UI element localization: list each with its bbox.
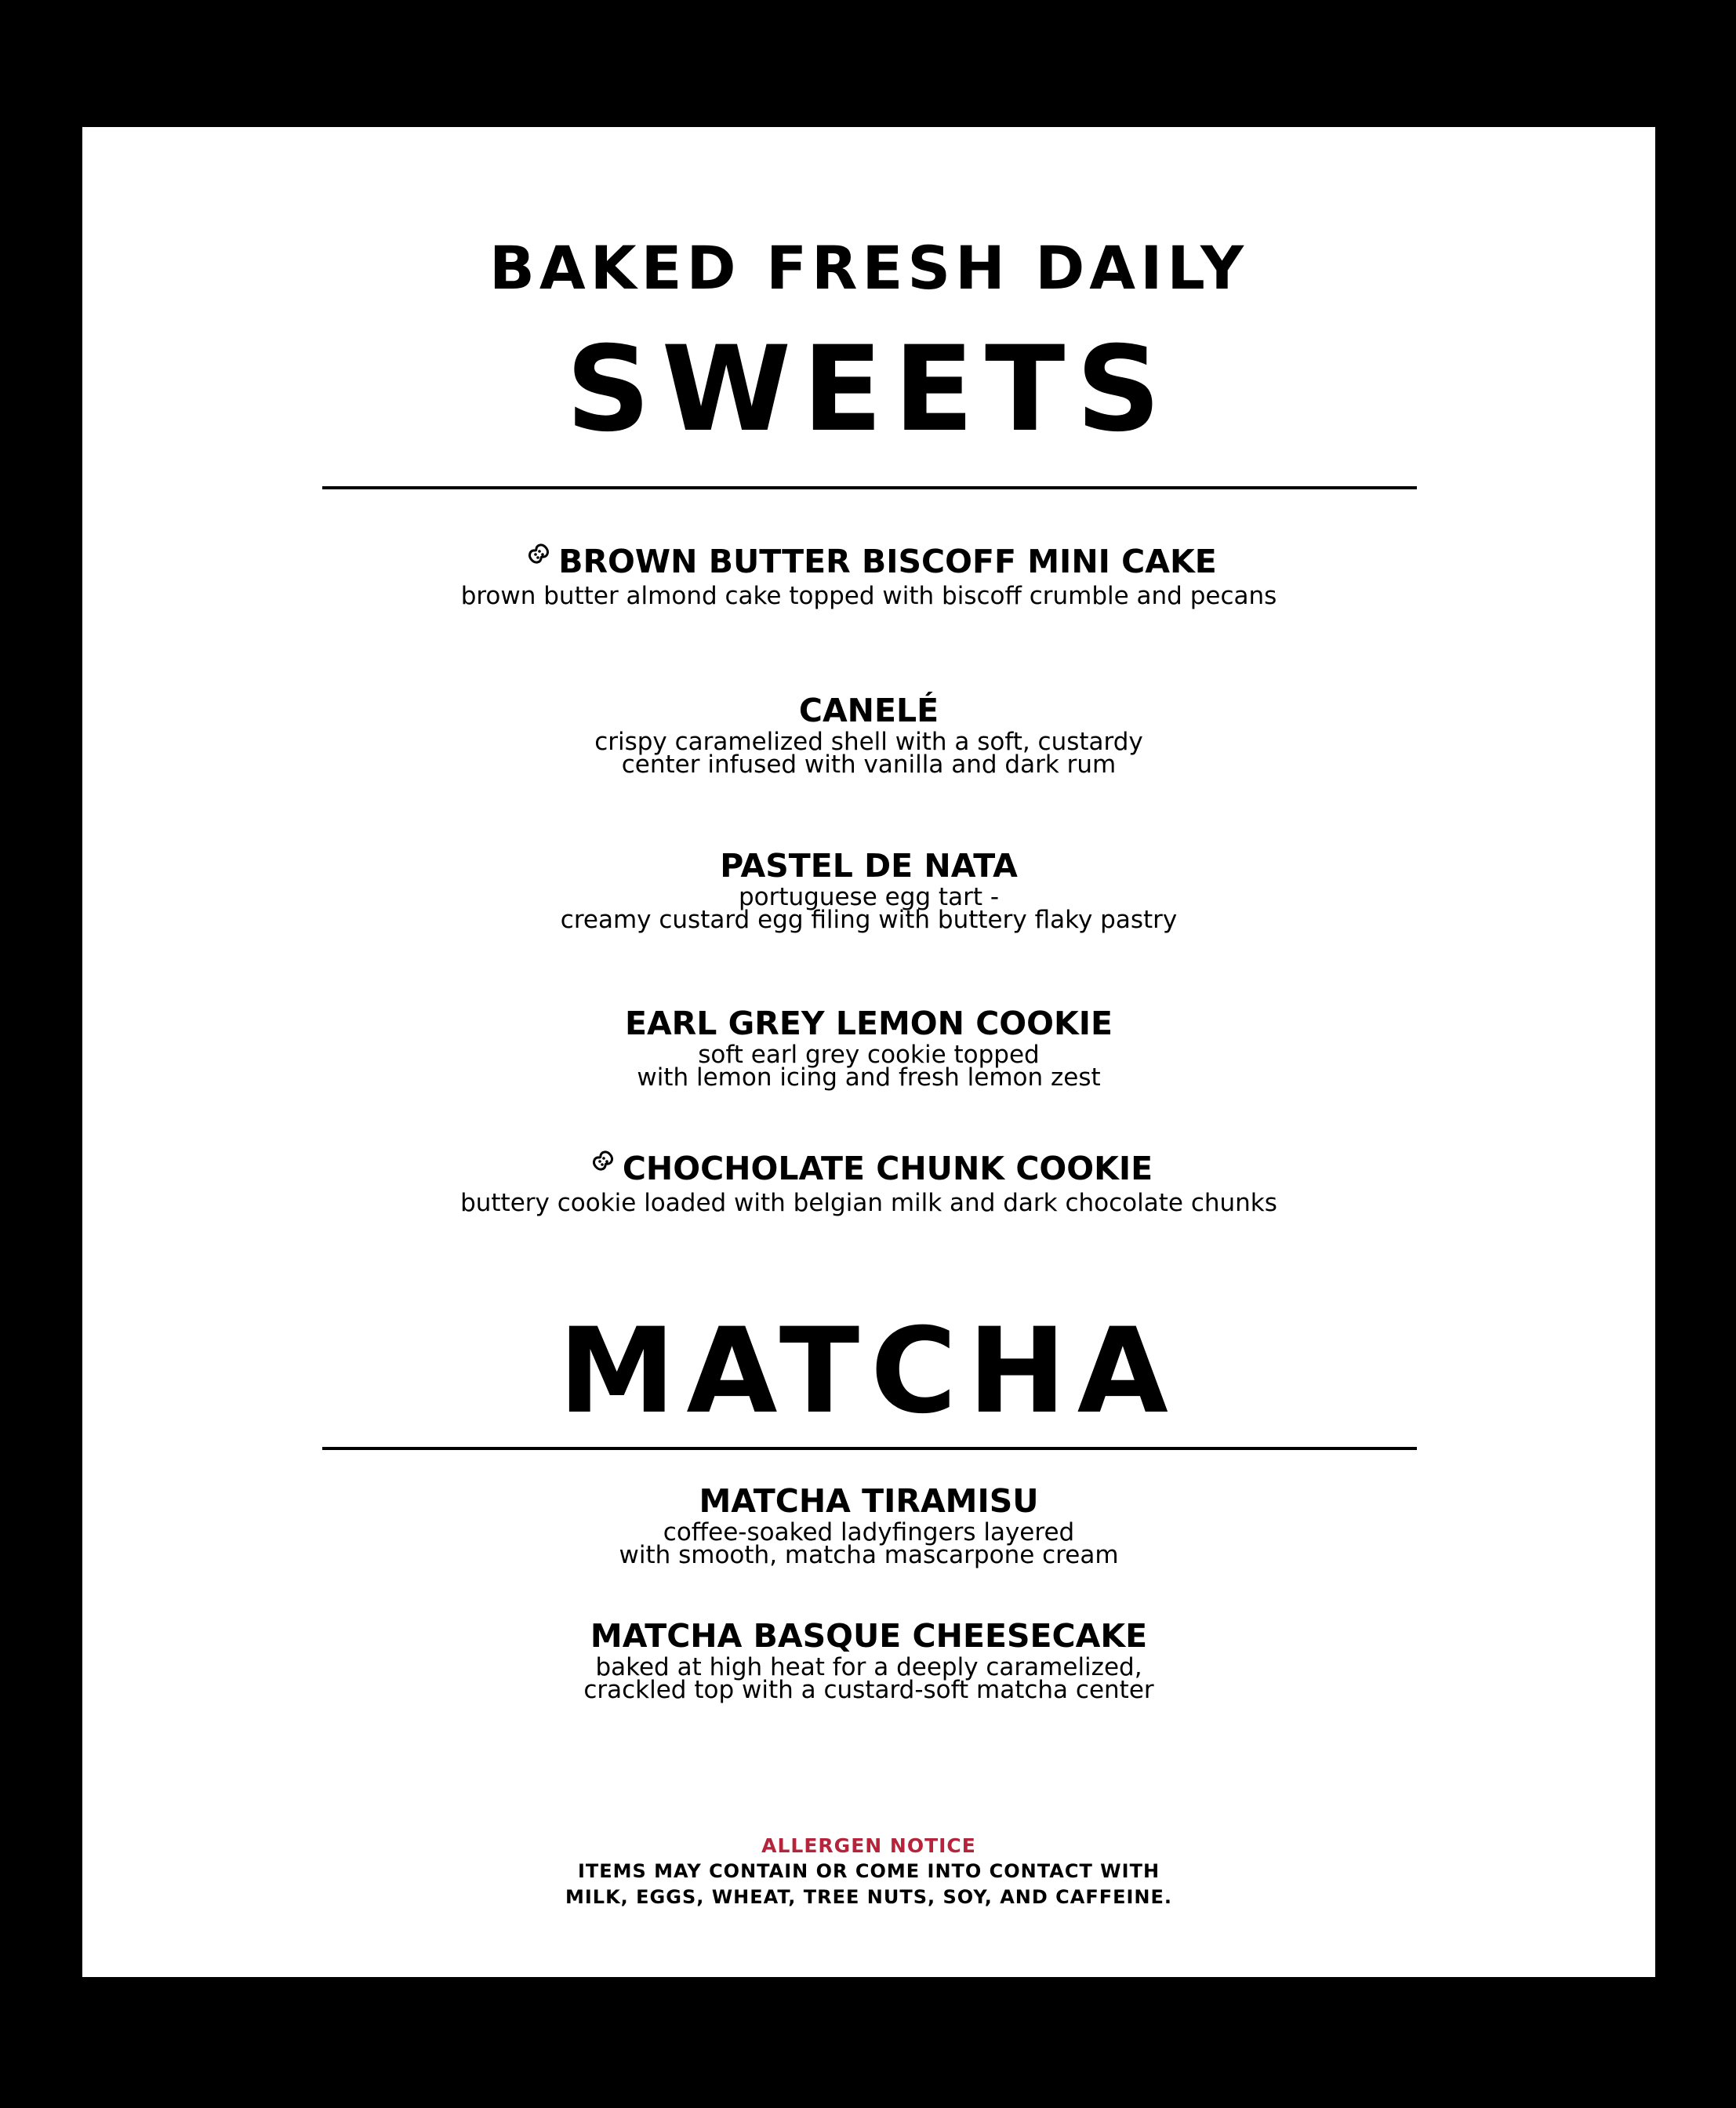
allergen-title: ALLERGEN NOTICE [761,1834,976,1857]
menu-item [82,543,1655,608]
menu-item [82,1617,1655,1702]
item-name: CANELÉ [798,692,939,729]
sweets-divider [322,486,1417,489]
peanut-icon [585,1143,621,1179]
matcha-divider [322,1447,1417,1450]
item-description: coffee-soaked ladyfingers layered with smooth, matcha mascarpone cream [619,1518,1119,1569]
peanut-icon [521,536,557,572]
menu-item [82,1482,1655,1567]
item-description: soft earl grey cookie topped with lemon icing and fresh lemon zest [637,1041,1101,1092]
menu-item [82,1150,1655,1215]
item-name: MATCHA BASQUE CHEESECAKE [590,1617,1148,1655]
item-description: brown butter almond cake topped with biscoff crumble and pecans [460,582,1277,610]
menu-item [82,692,1655,779]
menu-page [82,127,1655,1977]
menu-item [82,847,1655,932]
item-description: portuguese egg tart - creamy custard egg filing with buttery flaky pastry [560,883,1178,934]
tagline: BAKED FRESH DAILY [488,233,1249,303]
item-description: baked at high heat for a deeply caramelized, crackled top with a custard-soft matcha center [583,1653,1154,1704]
item-name: PASTEL DE NATA [720,847,1018,885]
item-name: MATCHA TIRAMISU [699,1482,1039,1520]
allergen-body: ITEMS MAY CONTAIN OR COME INTO CONTACT WITH MILK, EGGS, WHEAT, TREE NUTS, SOY, AND CAFFEINE. [565,1860,1173,1908]
matcha-title: MATCHA [558,1303,1179,1440]
item-description: crispy caramelized shell with a soft, custardy center infused with vanilla and dark rum [594,728,1143,779]
item-name: EARL GREY LEMON COOKIE [624,1005,1113,1042]
sweets-title: SWEETS [565,322,1172,458]
item-name: CHOCHOLATE CHUNK COOKIE [622,1150,1153,1187]
allergen-notice [82,1834,1655,1910]
item-name: BROWN BUTTER BISCOFF MINI CAKE [558,543,1217,580]
item-description: buttery cookie loaded with belgian milk and dark chocolate chunks [460,1189,1277,1217]
menu-item [82,1005,1655,1092]
